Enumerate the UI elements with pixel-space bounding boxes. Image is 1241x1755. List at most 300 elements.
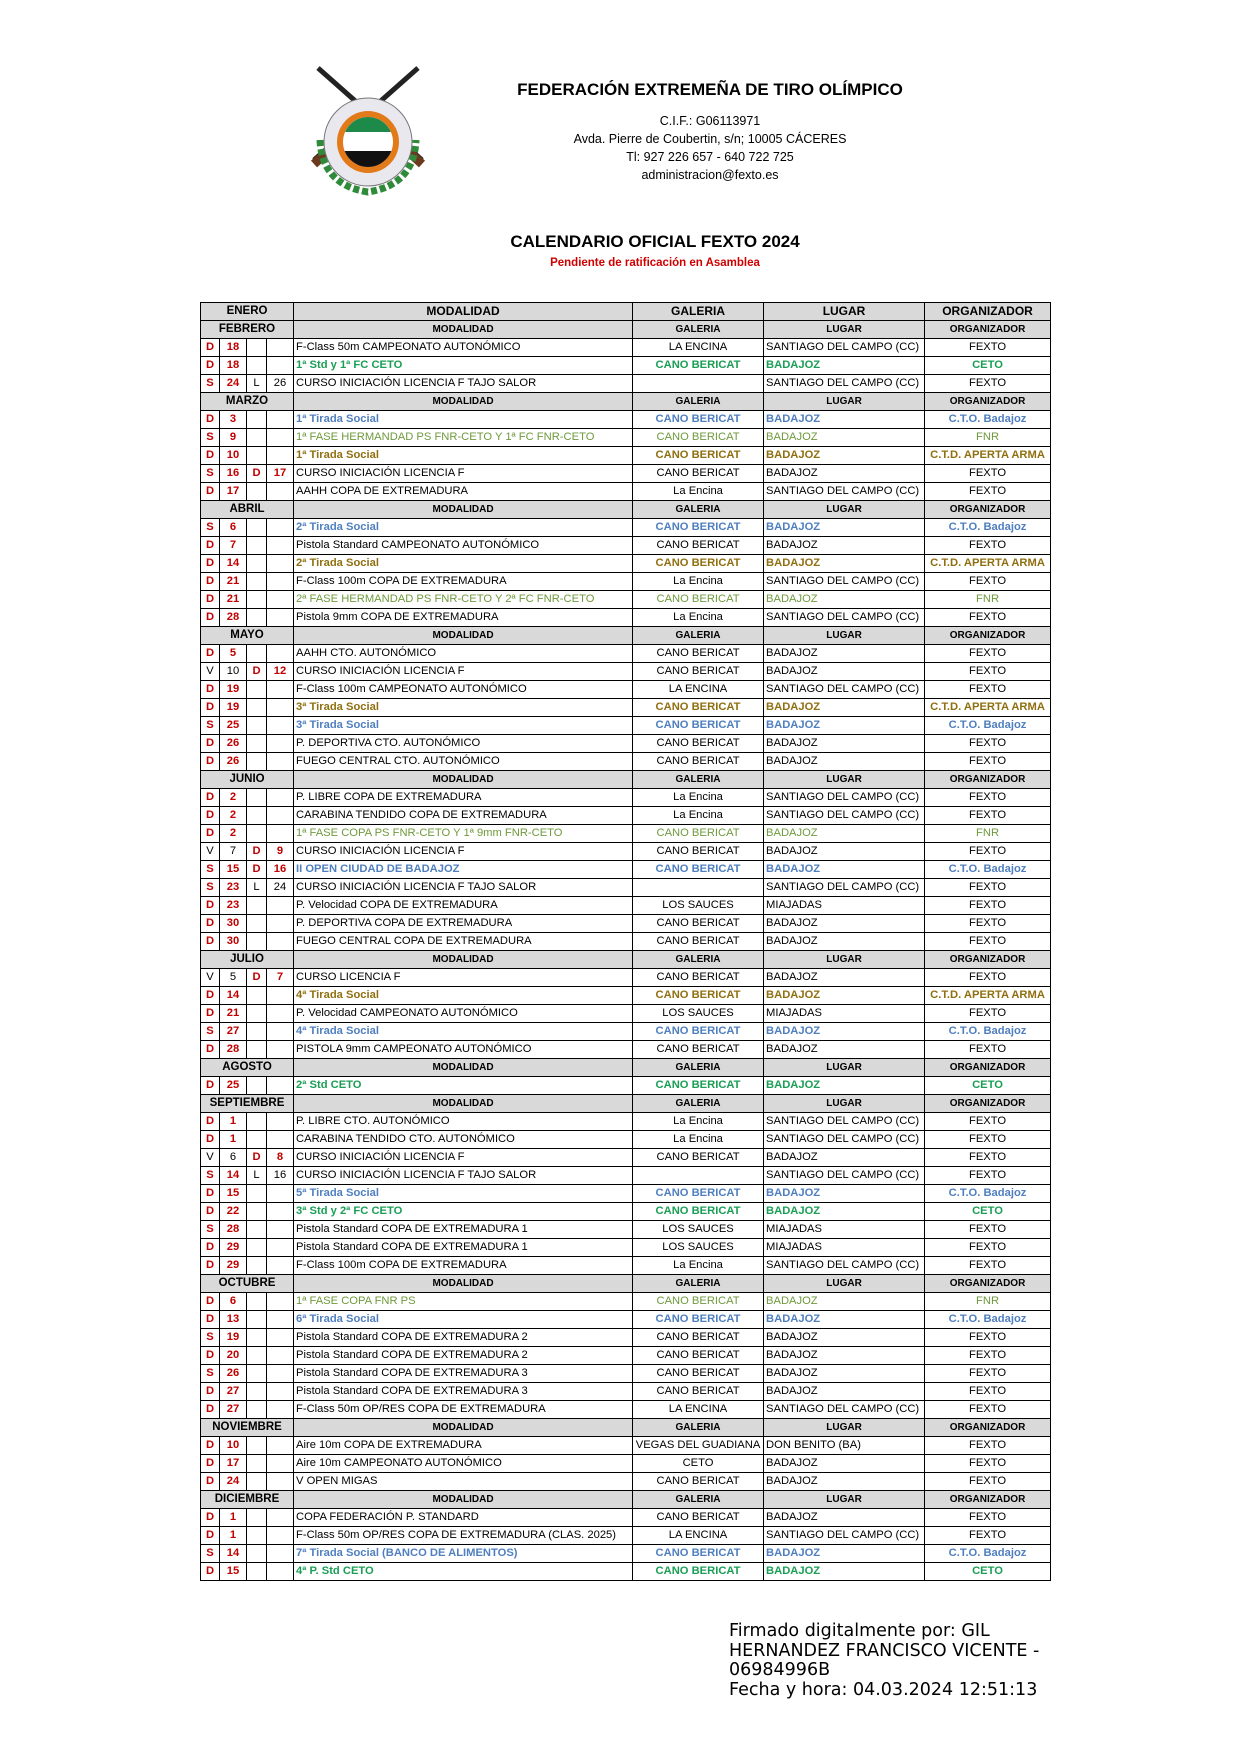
cell-weekday-end [247,897,267,915]
cell-galeria: CANO BERICAT [633,699,764,717]
event-row [201,1401,1051,1419]
column-header-galeria: GALERIA [633,501,764,519]
cell-lugar: BADAJOZ [764,1149,925,1167]
event-row [201,1113,1051,1131]
cell-galeria: LOS SAUCES [633,1239,764,1257]
cell-weekday-end: D [247,1149,267,1167]
cell-day-end [267,1185,294,1203]
month-name: FEBRERO [201,321,294,339]
cell-modalidad: Pistola Standard COPA DE EXTREMADURA 2 [294,1347,633,1365]
cell-modalidad: CARABINA TENDIDO COPA DE EXTREMADURA [294,807,633,825]
email: administracion@fexto.es [641,168,779,182]
cell-organizador: FEXTO [925,1473,1051,1491]
cell-modalidad: 4ª P. Std CETO [294,1563,633,1581]
cell-weekday: S [201,1545,220,1563]
cell-weekday-end [247,699,267,717]
event-row [201,645,1051,663]
cell-lugar: BADAJOZ [764,447,925,465]
cell-weekday: V [201,843,220,861]
cell-weekday: V [201,663,220,681]
cell-lugar: BADAJOZ [764,1563,925,1581]
cell-day: 26 [220,735,247,753]
cell-day-end [267,987,294,1005]
cell-weekday-end [247,1113,267,1131]
cell-galeria: CANO BERICAT [633,1203,764,1221]
cell-modalidad: CURSO INICIACIÓN LICENCIA F TAJO SALOR [294,375,633,393]
cell-lugar: BADAJOZ [764,825,925,843]
cell-weekday-end [247,537,267,555]
cell-lugar: BADAJOZ [764,699,925,717]
cell-weekday: D [201,681,220,699]
cell-weekday: D [201,609,220,627]
cell-galeria: La Encina [633,807,764,825]
cell-weekday: D [201,1455,220,1473]
cell-galeria: CANO BERICAT [633,645,764,663]
cell-day: 18 [220,357,247,375]
cell-organizador: C.T.O. Badajoz [925,1545,1051,1563]
cell-organizador: FEXTO [925,1527,1051,1545]
event-row [201,1005,1051,1023]
column-header-lugar: LUGAR [764,627,925,645]
cell-organizador: FNR [925,591,1051,609]
cell-galeria: CANO BERICAT [633,1293,764,1311]
cell-modalidad: 4ª Tirada Social [294,1023,633,1041]
column-header-modalidad: MODALIDAD [294,393,633,411]
cell-weekday-end [247,1293,267,1311]
cell-galeria: CANO BERICAT [633,861,764,879]
cell-organizador: C.T.O. Badajoz [925,717,1051,735]
cell-organizador: FEXTO [925,735,1051,753]
cell-weekday-end: D [247,663,267,681]
cell-weekday-end [247,789,267,807]
month-name: SEPTIEMBRE [201,1095,294,1113]
cell-organizador: FNR [925,825,1051,843]
cell-modalidad: 1ª FASE HERMANDAD PS FNR-CETO Y 1ª FC FNR-CETO [294,429,633,447]
cell-weekday-end [247,1401,267,1419]
cell-galeria: CANO BERICAT [633,933,764,951]
column-header-galeria: GALERIA [633,1095,764,1113]
cell-weekday-end [247,1329,267,1347]
cell-galeria: LA ENCINA [633,681,764,699]
cell-galeria: CANO BERICAT [633,447,764,465]
cell-organizador: FNR [925,429,1051,447]
cell-galeria: CANO BERICAT [633,537,764,555]
cell-lugar: SANTIAGO DEL CAMPO (CC) [764,1527,925,1545]
event-row [201,663,1051,681]
cell-galeria: VEGAS DEL GUADIANA [633,1437,764,1455]
cell-organizador: C.T.D. APERTA ARMA [925,447,1051,465]
cell-weekday-end [247,753,267,771]
cell-weekday: S [201,879,220,897]
cell-day: 6 [220,519,247,537]
cell-weekday-end [247,609,267,627]
cell-weekday-end [247,1239,267,1257]
cell-lugar: SANTIAGO DEL CAMPO (CC) [764,1257,925,1275]
cell-day-end [267,1455,294,1473]
cell-weekday: D [201,915,220,933]
cell-day-end: 24 [267,879,294,897]
event-row [201,825,1051,843]
cell-weekday-end [247,591,267,609]
cell-day: 27 [220,1401,247,1419]
cell-lugar: SANTIAGO DEL CAMPO (CC) [764,573,925,591]
cell-day: 10 [220,663,247,681]
cell-weekday-end [247,1041,267,1059]
column-header-modalidad: MODALIDAD [294,627,633,645]
column-header-lugar: LUGAR [764,771,925,789]
event-row [201,519,1051,537]
cell-modalidad: 5ª Tirada Social [294,1185,633,1203]
cell-day: 19 [220,681,247,699]
cell-galeria [633,375,764,393]
cell-day: 27 [220,1383,247,1401]
cell-day-end [267,681,294,699]
cell-lugar: BADAJOZ [764,465,925,483]
cell-organizador: C.T.O. Badajoz [925,411,1051,429]
cell-lugar: SANTIAGO DEL CAMPO (CC) [764,879,925,897]
cell-galeria: CANO BERICAT [633,429,764,447]
cell-weekday-end [247,825,267,843]
cell-weekday-end [247,1455,267,1473]
cell-organizador: FEXTO [925,573,1051,591]
cell-organizador: C.T.D. APERTA ARMA [925,555,1051,573]
cell-organizador: FEXTO [925,465,1051,483]
month-header-row [201,393,1051,411]
event-row [201,1509,1051,1527]
cell-galeria [633,1167,764,1185]
month-header-row [201,1059,1051,1077]
cell-organizador: FNR [925,1293,1051,1311]
column-header-organizador: ORGANIZADOR [925,303,1051,321]
column-header-organizador: ORGANIZADOR [925,1059,1051,1077]
cell-organizador: CETO [925,357,1051,375]
cell-lugar: BADAJOZ [764,1077,925,1095]
cell-day: 19 [220,1329,247,1347]
cell-modalidad: F-Class 100m CAMPEONATO AUTONÓMICO [294,681,633,699]
cell-weekday-end [247,1077,267,1095]
cell-lugar: BADAJOZ [764,1383,925,1401]
event-row [201,1311,1051,1329]
cell-day-end [267,1563,294,1581]
cell-galeria: CANO BERICAT [633,1365,764,1383]
cell-day: 1 [220,1113,247,1131]
cell-weekday-end [247,1203,267,1221]
cell-galeria: CANO BERICAT [633,1545,764,1563]
event-row [201,555,1051,573]
cell-lugar: MIAJADAS [764,1239,925,1257]
cell-galeria: CANO BERICAT [633,591,764,609]
cell-day-end [267,825,294,843]
cell-day: 14 [220,987,247,1005]
cell-day-end: 8 [267,1149,294,1167]
cell-day-end [267,429,294,447]
cell-modalidad: P. Velocidad COPA DE EXTREMADURA [294,897,633,915]
cell-organizador: FEXTO [925,1455,1051,1473]
cell-organizador: FEXTO [925,879,1051,897]
cell-day: 28 [220,609,247,627]
cell-weekday-end [247,735,267,753]
cell-galeria: CANO BERICAT [633,1185,764,1203]
cell-day: 9 [220,429,247,447]
cell-day-end: 7 [267,969,294,987]
cell-modalidad: COPA FEDERACIÓN P. STANDARD [294,1509,633,1527]
cell-galeria: LA ENCINA [633,339,764,357]
cell-organizador: CETO [925,1203,1051,1221]
cell-modalidad: F-Class 50m OP/RES COPA DE EXTREMADURA [294,1401,633,1419]
cell-modalidad: CURSO INICIACIÓN LICENCIA F [294,465,633,483]
event-row [201,699,1051,717]
cell-galeria: LOS SAUCES [633,897,764,915]
cell-weekday: D [201,1257,220,1275]
month-header-row [201,1095,1051,1113]
cell-weekday-end [247,573,267,591]
cell-organizador: CETO [925,1563,1051,1581]
cell-weekday: D [201,789,220,807]
cell-galeria: LOS SAUCES [633,1005,764,1023]
event-row [201,357,1051,375]
month-header-row [201,501,1051,519]
cell-day-end [267,915,294,933]
federation-logo [300,60,436,200]
cell-day: 23 [220,897,247,915]
event-row [201,1185,1051,1203]
cell-organizador: FEXTO [925,789,1051,807]
cell-modalidad: FUEGO CENTRAL COPA DE EXTREMADURA [294,933,633,951]
month-name: NOVIEMBRE [201,1419,294,1437]
cell-weekday-end [247,447,267,465]
cell-day: 18 [220,339,247,357]
cell-day-end [267,897,294,915]
event-row [201,1365,1051,1383]
cell-weekday-end [247,987,267,1005]
cell-day-end [267,1365,294,1383]
cell-lugar: BADAJOZ [764,1203,925,1221]
column-header-galeria: GALERIA [633,1275,764,1293]
cell-day-end: 26 [267,375,294,393]
signature-date: Fecha y hora: 04.03.2024 12:51:13 [729,1679,1038,1700]
calendar-table [200,302,1051,1581]
cell-day: 10 [220,447,247,465]
cell-weekday-end [247,555,267,573]
cell-organizador: FEXTO [925,1131,1051,1149]
month-name: MARZO [201,393,294,411]
signature-line: Firmado digitalmente por: GIL [729,1621,990,1641]
cell-day-end [267,1545,294,1563]
cell-galeria: CANO BERICAT [633,1023,764,1041]
cell-day: 6 [220,1149,247,1167]
column-header-lugar: LUGAR [764,1419,925,1437]
cell-day: 3 [220,411,247,429]
cell-galeria: CANO BERICAT [633,1563,764,1581]
cell-lugar: BADAJOZ [764,1041,925,1059]
cell-galeria: CANO BERICAT [633,555,764,573]
cell-galeria: LOS SAUCES [633,1221,764,1239]
cell-day-end: 16 [267,861,294,879]
cell-modalidad: 2ª Tirada Social [294,555,633,573]
column-header-organizador: ORGANIZADOR [925,1419,1051,1437]
cell-galeria: CANO BERICAT [633,1077,764,1095]
cell-weekday: D [201,1005,220,1023]
cell-weekday: D [201,1437,220,1455]
cell-day: 30 [220,915,247,933]
cell-weekday: D [201,1185,220,1203]
cell-weekday: D [201,645,220,663]
cell-organizador: FEXTO [925,933,1051,951]
event-row [201,717,1051,735]
cell-day: 25 [220,1077,247,1095]
event-row [201,483,1051,501]
event-row [201,1383,1051,1401]
cell-galeria: CANO BERICAT [633,1509,764,1527]
cell-day-end [267,1239,294,1257]
cell-day-end [267,1383,294,1401]
month-name: OCTUBRE [201,1275,294,1293]
cell-weekday: S [201,465,220,483]
cell-modalidad: 7ª Tirada Social (BANCO DE ALIMENTOS) [294,1545,633,1563]
cell-day-end [267,1041,294,1059]
cell-weekday-end: D [247,843,267,861]
event-row [201,537,1051,555]
cell-weekday: D [201,555,220,573]
cell-modalidad: V OPEN MIGAS [294,1473,633,1491]
cell-weekday: D [201,1563,220,1581]
event-row [201,807,1051,825]
column-header-lugar: LUGAR [764,1491,925,1509]
cell-organizador: FEXTO [925,375,1051,393]
cell-galeria: CANO BERICAT [633,1329,764,1347]
cell-weekday-end [247,1365,267,1383]
cell-lugar: BADAJOZ [764,1545,925,1563]
column-header-modalidad: MODALIDAD [294,951,633,969]
federation-name: FEDERACIÓN EXTREMEÑA DE TIRO OLÍMPICO [517,80,903,99]
cell-modalidad: Aire 10m CAMPEONATO AUTONÓMICO [294,1455,633,1473]
column-header-lugar: LUGAR [764,303,925,321]
column-header-modalidad: MODALIDAD [294,303,633,321]
column-header-organizador: ORGANIZADOR [925,1095,1051,1113]
cell-modalidad: Pistola Standard COPA DE EXTREMADURA 3 [294,1383,633,1401]
cell-day: 2 [220,825,247,843]
event-row [201,1473,1051,1491]
column-header-organizador: ORGANIZADOR [925,1275,1051,1293]
cell-lugar: BADAJOZ [764,735,925,753]
event-row [201,1203,1051,1221]
cell-day: 25 [220,717,247,735]
cell-lugar: BADAJOZ [764,1023,925,1041]
cell-day-end [267,555,294,573]
cell-lugar: SANTIAGO DEL CAMPO (CC) [764,807,925,825]
cell-day-end [267,933,294,951]
cell-day: 16 [220,465,247,483]
cell-lugar: BADAJOZ [764,933,925,951]
event-row [201,1329,1051,1347]
phone: Tl: 927 226 657 - 640 722 725 [626,150,794,164]
cell-galeria: CANO BERICAT [633,1149,764,1167]
cell-weekday-end [247,1437,267,1455]
cell-modalidad: 6ª Tirada Social [294,1311,633,1329]
cell-weekday: D [201,699,220,717]
cell-weekday-end [247,1473,267,1491]
cell-modalidad: F-Class 50m CAMPEONATO AUTONÓMICO [294,339,633,357]
event-row [201,1527,1051,1545]
event-row [201,465,1051,483]
event-row [201,1167,1051,1185]
cell-modalidad: 2ª Std CETO [294,1077,633,1095]
cell-weekday-end [247,1311,267,1329]
cell-day: 7 [220,537,247,555]
column-header-modalidad: MODALIDAD [294,321,633,339]
cell-organizador: FEXTO [925,1437,1051,1455]
cell-lugar: MIAJADAS [764,1221,925,1239]
cell-day: 24 [220,375,247,393]
calendar-title: CALENDARIO OFICIAL FEXTO 2024 [510,232,800,251]
cell-organizador: C.T.O. Badajoz [925,1311,1051,1329]
cell-organizador: FEXTO [925,1329,1051,1347]
cell-day-end [267,1221,294,1239]
cell-day-end [267,1329,294,1347]
column-header-modalidad: MODALIDAD [294,1419,633,1437]
cell-lugar: BADAJOZ [764,1473,925,1491]
cell-modalidad: 1ª FASE COPA PS FNR-CETO Y 1ª 9mm FNR-CETO [294,825,633,843]
cell-weekday: D [201,537,220,555]
cell-weekday-end [247,483,267,501]
cell-weekday: D [201,1293,220,1311]
cell-day-end [267,1437,294,1455]
cell-organizador: FEXTO [925,681,1051,699]
cell-weekday: D [201,339,220,357]
cell-organizador: FEXTO [925,753,1051,771]
cell-weekday-end [247,717,267,735]
cell-modalidad: Pistola Standard COPA DE EXTREMADURA 1 [294,1221,633,1239]
cell-day: 6 [220,1293,247,1311]
cell-weekday-end [247,1023,267,1041]
cell-lugar: MIAJADAS [764,1005,925,1023]
cell-galeria [633,879,764,897]
event-row [201,1257,1051,1275]
cell-lugar: BADAJOZ [764,1347,925,1365]
cell-weekday-end [247,933,267,951]
cell-organizador: FEXTO [925,1041,1051,1059]
cell-weekday-end [247,1005,267,1023]
cell-galeria: La Encina [633,609,764,627]
column-header-organizador: ORGANIZADOR [925,321,1051,339]
cell-day-end: 17 [267,465,294,483]
cell-organizador: FEXTO [925,1383,1051,1401]
cell-day: 2 [220,807,247,825]
event-row [201,879,1051,897]
cell-weekday-end [247,1527,267,1545]
cell-modalidad: 2ª Tirada Social [294,519,633,537]
column-header-galeria: GALERIA [633,1419,764,1437]
column-header-modalidad: MODALIDAD [294,1491,633,1509]
cell-lugar: SANTIAGO DEL CAMPO (CC) [764,1401,925,1419]
cell-weekday: D [201,735,220,753]
event-row [201,1347,1051,1365]
cell-lugar: SANTIAGO DEL CAMPO (CC) [764,375,925,393]
cell-day: 1 [220,1527,247,1545]
cell-weekday: D [201,1527,220,1545]
event-row [201,987,1051,1005]
column-header-organizador: ORGANIZADOR [925,393,1051,411]
cell-weekday: D [201,1203,220,1221]
cell-day-end [267,1113,294,1131]
cell-modalidad: AAHH CTO. AUTONÓMICO [294,645,633,663]
cell-day-end [267,1311,294,1329]
cell-lugar: BADAJOZ [764,555,925,573]
column-header-galeria: GALERIA [633,303,764,321]
column-header-organizador: ORGANIZADOR [925,501,1051,519]
cell-galeria: CANO BERICAT [633,519,764,537]
cell-lugar: BADAJOZ [764,1365,925,1383]
